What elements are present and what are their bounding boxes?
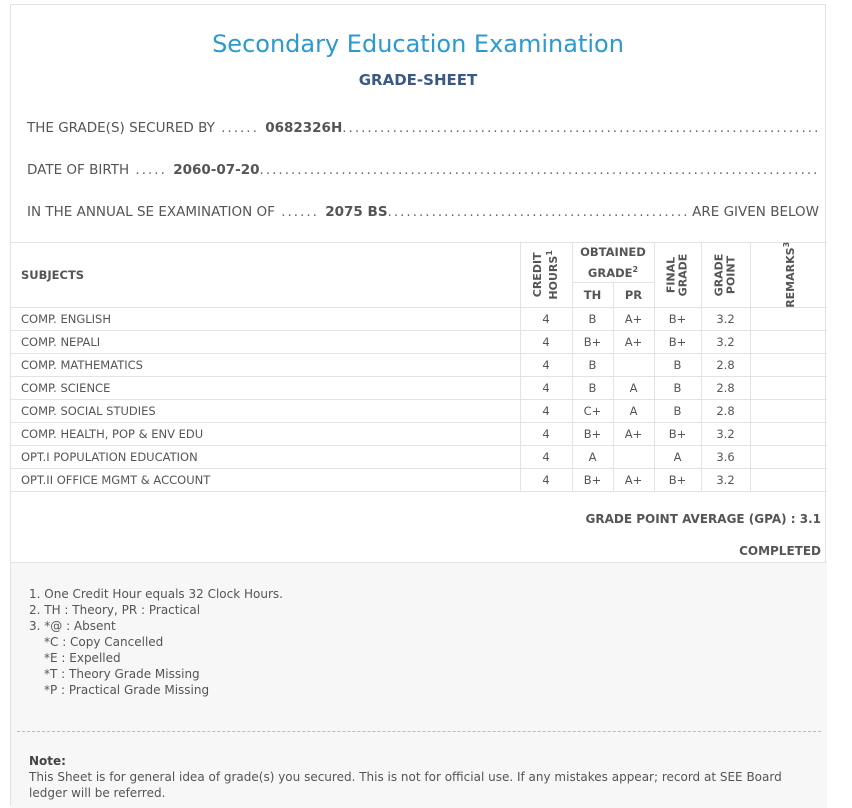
pr-grade-cell: A <box>613 400 654 423</box>
header-pr: PR <box>613 282 654 307</box>
remarks-cell <box>750 377 827 400</box>
gpa-summary: GRADE POINT AVERAGE (GPA) : 3.1 <box>585 512 821 526</box>
grade-point-cell: 3.2 <box>701 331 750 354</box>
grade-point-cell: 2.8 <box>701 400 750 423</box>
final-grade-cell: B <box>654 354 701 377</box>
credit-cell: 4 <box>520 423 572 446</box>
remarks-cell <box>750 354 827 377</box>
pr-grade-cell: A+ <box>613 469 654 492</box>
header-remarks: REMARKS$^3$ <box>750 243 827 308</box>
pr-grade-cell: A+ <box>613 308 654 331</box>
grade-point-cell: 2.8 <box>701 354 750 377</box>
page-title: Secondary Education Examination <box>212 30 624 58</box>
header-obtained-grade: OBTAINED GRADE$^2$ <box>572 243 654 283</box>
grades-table <box>11 242 827 492</box>
grade-point-cell: 3.2 <box>701 308 750 331</box>
exam-line: IN THE ANNUAL SE EXAMINATION OF ...... 2075 BS ..... ARE GIVEN BELOW <box>27 204 819 220</box>
final-grade-cell: B+ <box>654 308 701 331</box>
header-final-grade: FINAL GRADE <box>654 243 701 308</box>
th-grade-cell: B+ <box>572 469 613 492</box>
final-grade-cell: B <box>654 400 701 423</box>
credit-cell: 4 <box>520 446 572 469</box>
credit-cell: 4 <box>520 469 572 492</box>
final-grade-cell: B+ <box>654 331 701 354</box>
grade-point-cell: 2.8 <box>701 377 750 400</box>
grade-point-cell: 3.6 <box>701 446 750 469</box>
table-row <box>11 331 827 354</box>
remarks-cell <box>750 423 827 446</box>
final-grade-cell: B+ <box>654 469 701 492</box>
th-grade-cell: C+ <box>572 400 613 423</box>
header-grade-point: GRADE POINT <box>701 243 750 308</box>
credit-cell: 4 <box>520 331 572 354</box>
pr-grade-cell <box>613 354 654 377</box>
subject-cell: COMP. HEALTH, POP & ENV EDU <box>11 423 520 446</box>
final-grade-cell: B+ <box>654 423 701 446</box>
credit-cell: 4 <box>520 400 572 423</box>
subject-cell: COMP. MATHEMATICS <box>11 354 520 377</box>
th-grade-cell: B <box>572 308 613 331</box>
pr-grade-cell <box>613 446 654 469</box>
subject-cell: COMP. SOCIAL STUDIES <box>11 400 520 423</box>
remarks-cell <box>750 331 827 354</box>
subject-cell: OPT.I POPULATION EDUCATION <box>11 446 520 469</box>
remarks-cell <box>750 308 827 331</box>
footnote-3-c: *C : Copy Cancelled <box>44 635 164 649</box>
th-grade-cell: B+ <box>572 331 613 354</box>
th-grade-cell: B <box>572 354 613 377</box>
remarks-cell <box>750 400 827 423</box>
divider <box>17 731 821 732</box>
table-row <box>11 400 827 423</box>
grade-point-cell: 3.2 <box>701 469 750 492</box>
status-text: COMPLETED <box>739 544 821 558</box>
table-row <box>11 308 827 331</box>
footnote-3: 3. *@ : Absent <box>29 619 116 633</box>
grade-sheet <box>10 4 826 806</box>
pr-grade-cell: A <box>613 377 654 400</box>
note-text: This Sheet is for general idea of grade(s) you secured. This is not for official use. If any mistakes appear; record at SEE Board ledger will be referred. <box>29 770 782 800</box>
table-row <box>11 446 827 469</box>
secured-by-line: THE GRADE(S) SECURED BY ...... 0682326H ..... <box>27 120 819 136</box>
footnote-3-t: *T : Theory Grade Missing <box>44 667 200 681</box>
page-subtitle: GRADE-SHEET <box>358 71 478 89</box>
subject-cell: COMP. SCIENCE <box>11 377 520 400</box>
symbol-number: 0682326H <box>265 120 343 136</box>
credit-cell: 4 <box>520 377 572 400</box>
footnote-3-e: *E : Expelled <box>44 651 121 665</box>
table-row <box>11 354 827 377</box>
exam-year: 2075 BS <box>325 204 388 220</box>
note-label: Note: <box>29 754 66 768</box>
final-grade-cell: A <box>654 446 701 469</box>
secured-label: THE GRADE(S) SECURED BY <box>27 120 215 136</box>
credit-cell: 4 <box>520 354 572 377</box>
subject-cell: COMP. ENGLISH <box>11 308 520 331</box>
footnote-1: 1. One Credit Hour equals 32 Clock Hours. <box>29 587 283 601</box>
subject-cell: COMP. NEPALI <box>11 331 520 354</box>
subject-cell: OPT.II OFFICE MGMT & ACCOUNT <box>11 469 520 492</box>
th-grade-cell: B+ <box>572 423 613 446</box>
exam-label: IN THE ANNUAL SE EXAMINATION OF <box>27 204 275 220</box>
dob-value: 2060-07-20 <box>173 162 260 178</box>
grade-point-cell: 3.2 <box>701 423 750 446</box>
header-credit-hours: CREDIT HOURS$^1$ <box>520 243 572 308</box>
table-row <box>11 377 827 400</box>
table-row <box>11 423 827 446</box>
dob-line: DATE OF BIRTH ..... 2060-07-20 ..... <box>27 162 819 178</box>
pr-grade-cell: A+ <box>613 423 654 446</box>
header-subjects: SUBJECTS <box>11 243 520 308</box>
exam-tail: ARE GIVEN BELOW <box>692 204 819 220</box>
footnote-3-p: *P : Practical Grade Missing <box>44 683 210 697</box>
footnote-2: 2. TH : Theory, PR : Practical <box>29 603 201 617</box>
th-grade-cell: B <box>572 377 613 400</box>
dob-label: DATE OF BIRTH <box>27 162 130 178</box>
th-grade-cell: A <box>572 446 613 469</box>
pr-grade-cell: A+ <box>613 331 654 354</box>
table-row <box>11 469 827 492</box>
remarks-cell <box>750 469 827 492</box>
final-grade-cell: B <box>654 377 701 400</box>
credit-cell: 4 <box>520 308 572 331</box>
header-th: TH <box>572 282 613 307</box>
remarks-cell <box>750 446 827 469</box>
footnotes-panel <box>11 562 827 808</box>
